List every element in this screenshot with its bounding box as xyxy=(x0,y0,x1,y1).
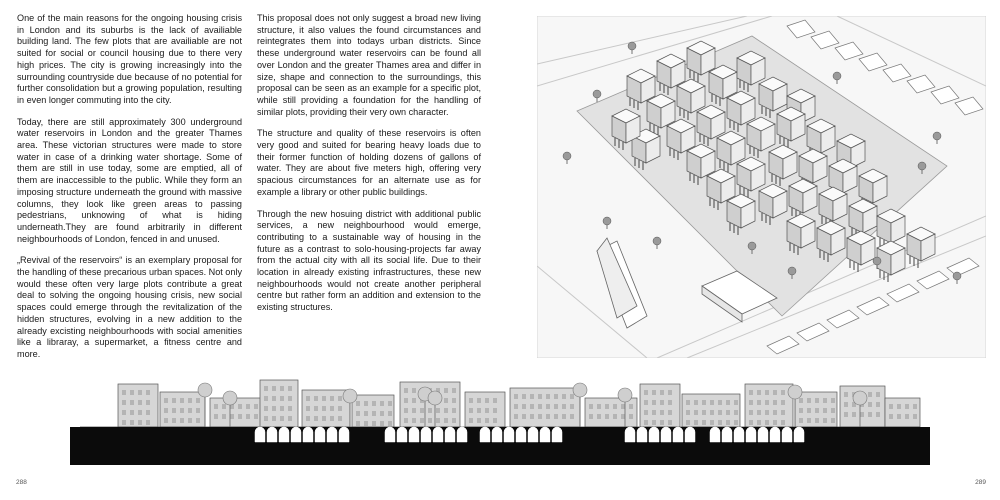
reservoir-arch xyxy=(267,427,277,442)
reservoir-arch xyxy=(794,427,804,442)
elevation-block xyxy=(510,388,580,427)
reservoir-arch xyxy=(782,427,792,442)
reservoir-arch xyxy=(291,427,301,442)
elevation-block xyxy=(210,398,265,427)
elevation-block xyxy=(885,398,920,427)
reservoir-arch xyxy=(625,427,635,442)
reservoir-arch xyxy=(637,427,647,442)
reservoir-arch xyxy=(397,427,407,442)
page-number-left: 288 xyxy=(16,479,27,486)
reservoir-arch xyxy=(528,427,538,442)
reservoir-arch xyxy=(504,427,514,442)
elevation-block xyxy=(260,380,298,427)
right-text-column xyxy=(257,13,481,324)
reservoir-arch xyxy=(649,427,659,442)
reservoir-arch xyxy=(552,427,562,442)
reservoir-arch xyxy=(661,427,671,442)
paragraph-living-structure: This proposal does not only suggest a broad new living structure, it also values the found circumstances and reintegrates them into todays urban districts. Since these underground water reservoirs can be found all over London and the greater Thames area and differ in size, shape and connection to the surroundings, this proposal can be seen as an example for a specific plot, while still providing a foundation for the handling of similar plots, providing their very own character. xyxy=(257,13,481,117)
reservoir-arch xyxy=(734,427,744,442)
left-text-column xyxy=(17,13,242,371)
elevation-block xyxy=(585,398,637,427)
reservoir-arch xyxy=(315,427,325,442)
reservoir-arch xyxy=(457,427,467,442)
reservoir-arch xyxy=(746,427,756,442)
paragraph-new-district: Through the new hosuing district with additional public services, a new neighbourhood would emerge, contributing to a sustainable way of housing in the future as a contrast to solo-housing-projects far away from the actual city with all its social life. Due to their location in already existing infrastructures, these new neighbourhoods would not create another peripheral centre but rather form an addition and extension to the existing structures. xyxy=(257,208,481,313)
reservoir-arch xyxy=(409,427,419,442)
reservoir-arch xyxy=(770,427,780,442)
reservoir-arch xyxy=(710,427,720,442)
reservoir-arch xyxy=(492,427,502,442)
reservoir-arch xyxy=(421,427,431,442)
reservoir-arch xyxy=(255,427,265,442)
reservoir-arch xyxy=(327,427,337,442)
reservoir-arch xyxy=(303,427,313,442)
paragraph-housing-crisis: One of the main reasons for the ongoing housing crisis in London and its suburbs is the lack of availiable building land. The few plots that are availiable are not suited for social or council housing due to there very high prices. The city is growing increasingly into the surrounding countryside due because of no potential for further consolidation but a growing population, resulting in even longer commuting into the city. xyxy=(17,13,242,105)
reservoir-arch xyxy=(516,427,526,442)
elevation-block xyxy=(745,384,793,427)
axonometric-site-drawing xyxy=(537,16,986,358)
elevation-block xyxy=(160,392,205,427)
reservoir-arch xyxy=(540,427,550,442)
reservoir-arch xyxy=(758,427,768,442)
reservoir-arch xyxy=(722,427,732,442)
reservoir-arch xyxy=(685,427,695,442)
paragraph-revival-proposal: „Revival of the reservoirs“ is an exemplary proposal for the handling of these precarious urban spaces. Not only would these often very large plots contribute a great deal to solving the ongoing housing crisis, new social spaces could emerge through the revitalization of the hidden structures, evolving in a new addition to the already excisting neighbourhoods with social amenities like a libraray, a supermarket, a fitness centre and more. xyxy=(17,255,242,359)
elevation-block xyxy=(682,394,740,427)
reservoir-arch xyxy=(279,427,289,442)
elevation-block xyxy=(795,392,837,427)
elevation-block xyxy=(352,395,394,427)
paragraph-water-reservoirs: Today, there are still approximately 300 underground water reservoirs in London and the greater Thames area. These victorian structures were made to store water in case of a drinking water shortage. Some of them are still in use today, some are emptied, all of them are inaccessible to the public. While they form an imposing structure underneath the ground with massive columns, they look like green areas to passing pedestrians, unknowing of what is hiding underneath.They are found arbitrarily in different neighbourhoods of London, fenced in and unused. xyxy=(17,116,242,244)
reservoir-arch xyxy=(673,427,683,442)
elevation-block xyxy=(465,392,505,427)
reservoir-arch xyxy=(339,427,349,442)
reservoir-arch xyxy=(433,427,443,442)
reservoir-arch xyxy=(445,427,455,442)
page-number-right: 289 xyxy=(975,479,986,486)
reservoir-arch xyxy=(385,427,395,442)
reservoir-arch xyxy=(480,427,490,442)
elevation-block xyxy=(640,384,680,427)
paragraph-reservoir-quality: The structure and quality of these reservoirs is often very good and suited for bearing heavy loads due to their former function of holding dozens of gallons of water. They are about five meters high, offering very spacious circumstances for an alternate use as for example a library or other public buildings. xyxy=(257,128,481,197)
elevation-block xyxy=(118,384,158,427)
site-elevation-drawing xyxy=(70,370,930,465)
